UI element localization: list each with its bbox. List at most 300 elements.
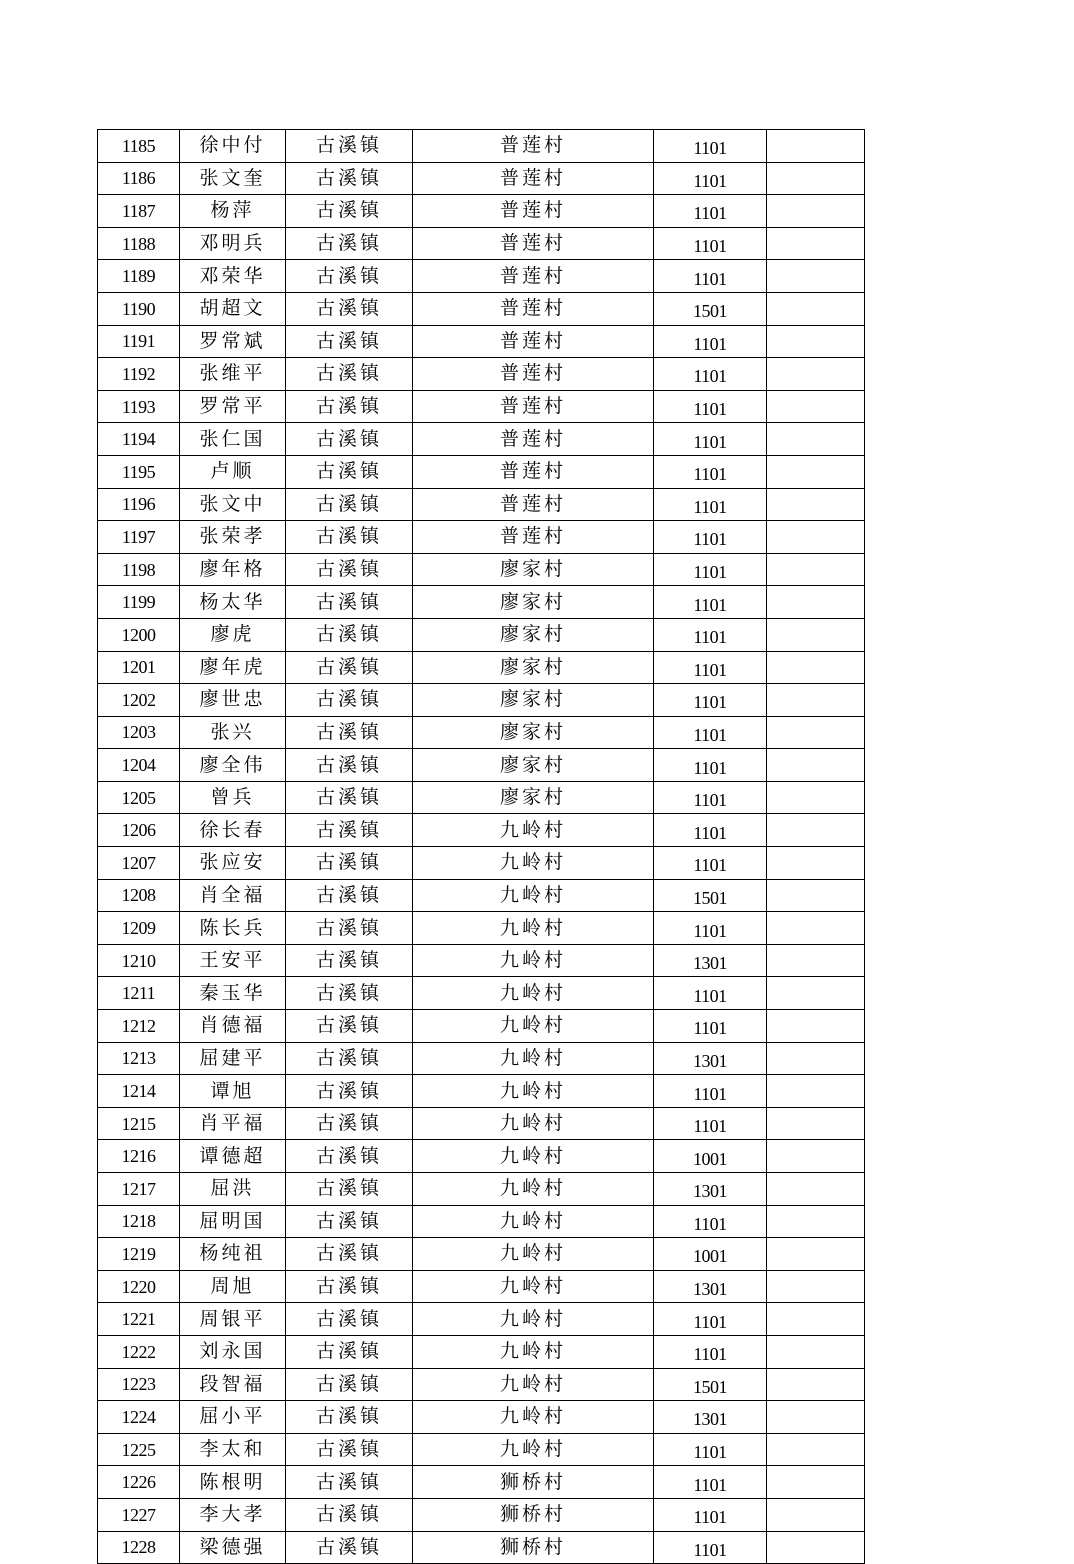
table-row	[98, 879, 865, 912]
note-cell	[767, 716, 865, 749]
name-cell: 刘永国	[180, 1335, 286, 1368]
town-cell: 古溪镇	[286, 977, 413, 1010]
name-cell: 廖全伟	[180, 749, 286, 782]
village-cell: 九岭村	[413, 1401, 654, 1434]
table-row	[98, 1238, 865, 1271]
table-row	[98, 847, 865, 880]
village-cell: 廖家村	[413, 586, 654, 619]
village-cell: 普莲村	[413, 455, 654, 488]
row-number-cell: 1224	[98, 1401, 180, 1434]
town-cell: 古溪镇	[286, 814, 413, 847]
note-cell	[767, 1238, 865, 1271]
note-cell	[767, 1401, 865, 1434]
name-cell: 杨纯祖	[180, 1238, 286, 1271]
table-row	[98, 1498, 865, 1531]
town-cell: 古溪镇	[286, 847, 413, 880]
table-row	[98, 651, 865, 684]
note-cell	[767, 195, 865, 228]
village-cell: 普莲村	[413, 358, 654, 391]
row-number-cell: 1228	[98, 1531, 180, 1564]
table-row	[98, 195, 865, 228]
note-cell	[767, 1270, 865, 1303]
name-cell: 廖世忠	[180, 684, 286, 717]
name-cell: 张荣孝	[180, 521, 286, 554]
village-cell: 普莲村	[413, 130, 654, 163]
name-cell: 廖年虎	[180, 651, 286, 684]
village-cell: 廖家村	[413, 553, 654, 586]
code-cell: 1001	[654, 1140, 767, 1173]
name-cell: 廖年格	[180, 553, 286, 586]
town-cell: 古溪镇	[286, 292, 413, 325]
table-row	[98, 912, 865, 945]
note-cell	[767, 1173, 865, 1206]
table-row	[98, 1140, 865, 1173]
table-row	[98, 618, 865, 651]
village-cell: 廖家村	[413, 781, 654, 814]
note-cell	[767, 944, 865, 977]
village-cell: 九岭村	[413, 1075, 654, 1108]
note-cell	[767, 1107, 865, 1140]
town-cell: 古溪镇	[286, 1368, 413, 1401]
name-cell: 肖全福	[180, 879, 286, 912]
note-cell	[767, 423, 865, 456]
town-cell: 古溪镇	[286, 1498, 413, 1531]
name-cell: 徐长春	[180, 814, 286, 847]
town-cell: 古溪镇	[286, 716, 413, 749]
name-cell: 胡超文	[180, 292, 286, 325]
table-row	[98, 1368, 865, 1401]
note-cell	[767, 814, 865, 847]
village-cell: 九岭村	[413, 1335, 654, 1368]
note-cell	[767, 488, 865, 521]
code-cell: 1301	[654, 1270, 767, 1303]
code-cell: 1001	[654, 1238, 767, 1271]
village-cell: 廖家村	[413, 651, 654, 684]
table-row	[98, 1205, 865, 1238]
code-cell: 1101	[654, 847, 767, 880]
village-cell: 普莲村	[413, 488, 654, 521]
table-row	[98, 1303, 865, 1336]
town-cell: 古溪镇	[286, 1270, 413, 1303]
table-row	[98, 1433, 865, 1466]
note-cell	[767, 1335, 865, 1368]
name-cell: 罗常平	[180, 390, 286, 423]
name-cell: 屈洪	[180, 1173, 286, 1206]
code-cell: 1101	[654, 781, 767, 814]
code-cell: 1101	[654, 618, 767, 651]
name-cell: 杨太华	[180, 586, 286, 619]
name-cell: 曾兵	[180, 781, 286, 814]
table-row	[98, 521, 865, 554]
row-number-cell: 1186	[98, 162, 180, 195]
code-cell: 1501	[654, 292, 767, 325]
village-cell: 九岭村	[413, 1433, 654, 1466]
note-cell	[767, 130, 865, 163]
code-cell: 1101	[654, 1107, 767, 1140]
town-cell: 古溪镇	[286, 1205, 413, 1238]
name-cell: 张文奎	[180, 162, 286, 195]
code-cell: 1101	[654, 1010, 767, 1043]
village-cell: 九岭村	[413, 977, 654, 1010]
row-number-cell: 1212	[98, 1010, 180, 1043]
row-number-cell: 1208	[98, 879, 180, 912]
note-cell	[767, 1140, 865, 1173]
row-number-cell: 1219	[98, 1238, 180, 1271]
name-cell: 周旭	[180, 1270, 286, 1303]
village-cell: 九岭村	[413, 912, 654, 945]
name-cell: 陈长兵	[180, 912, 286, 945]
code-cell: 1101	[654, 1433, 767, 1466]
table-row	[98, 977, 865, 1010]
name-cell: 屈明国	[180, 1205, 286, 1238]
code-cell: 1101	[654, 977, 767, 1010]
row-number-cell: 1214	[98, 1075, 180, 1108]
code-cell: 1101	[654, 195, 767, 228]
note-cell	[767, 684, 865, 717]
note-cell	[767, 1042, 865, 1075]
code-cell: 1301	[654, 1042, 767, 1075]
name-cell: 王安平	[180, 944, 286, 977]
note-cell	[767, 651, 865, 684]
code-cell: 1101	[654, 1205, 767, 1238]
village-cell: 九岭村	[413, 1238, 654, 1271]
code-cell: 1101	[654, 455, 767, 488]
town-cell: 古溪镇	[286, 1042, 413, 1075]
town-cell: 古溪镇	[286, 358, 413, 391]
row-number-cell: 1193	[98, 390, 180, 423]
village-cell: 九岭村	[413, 944, 654, 977]
note-cell	[767, 1368, 865, 1401]
name-cell: 张兴	[180, 716, 286, 749]
row-number-cell: 1192	[98, 358, 180, 391]
village-cell: 九岭村	[413, 814, 654, 847]
row-number-cell: 1200	[98, 618, 180, 651]
name-cell: 李太和	[180, 1433, 286, 1466]
note-cell	[767, 1466, 865, 1499]
note-cell	[767, 1205, 865, 1238]
code-cell: 1301	[654, 1401, 767, 1434]
town-cell: 古溪镇	[286, 521, 413, 554]
town-cell: 古溪镇	[286, 195, 413, 228]
name-cell: 张应安	[180, 847, 286, 880]
note-cell	[767, 977, 865, 1010]
row-number-cell: 1205	[98, 781, 180, 814]
code-cell: 1101	[654, 1498, 767, 1531]
village-cell: 普莲村	[413, 162, 654, 195]
code-cell: 1101	[654, 521, 767, 554]
note-cell	[767, 749, 865, 782]
name-cell: 张文中	[180, 488, 286, 521]
name-cell: 陈根明	[180, 1466, 286, 1499]
table-row	[98, 292, 865, 325]
note-cell	[767, 455, 865, 488]
note-cell	[767, 1433, 865, 1466]
name-cell: 邓明兵	[180, 227, 286, 260]
row-number-cell: 1220	[98, 1270, 180, 1303]
name-cell: 段智福	[180, 1368, 286, 1401]
note-cell	[767, 292, 865, 325]
row-number-cell: 1195	[98, 455, 180, 488]
name-cell: 徐中付	[180, 130, 286, 163]
village-cell: 廖家村	[413, 684, 654, 717]
name-cell: 罗常斌	[180, 325, 286, 358]
town-cell: 古溪镇	[286, 162, 413, 195]
table-row	[98, 423, 865, 456]
code-cell: 1101	[654, 130, 767, 163]
note-cell	[767, 162, 865, 195]
name-cell: 梁德强	[180, 1531, 286, 1564]
note-cell	[767, 227, 865, 260]
row-number-cell: 1222	[98, 1335, 180, 1368]
note-cell	[767, 390, 865, 423]
code-cell: 1101	[654, 1466, 767, 1499]
town-cell: 古溪镇	[286, 651, 413, 684]
code-cell: 1101	[654, 325, 767, 358]
village-cell: 狮桥村	[413, 1466, 654, 1499]
note-cell	[767, 1498, 865, 1531]
row-number-cell: 1221	[98, 1303, 180, 1336]
town-cell: 古溪镇	[286, 1107, 413, 1140]
table-row	[98, 162, 865, 195]
code-cell: 1101	[654, 651, 767, 684]
village-cell: 狮桥村	[413, 1498, 654, 1531]
code-cell: 1101	[654, 488, 767, 521]
name-cell: 张仁国	[180, 423, 286, 456]
code-cell: 1101	[654, 1303, 767, 1336]
table-row	[98, 1010, 865, 1043]
roster-table	[97, 129, 865, 1564]
town-cell: 古溪镇	[286, 912, 413, 945]
name-cell: 卢顺	[180, 455, 286, 488]
code-cell: 1501	[654, 1368, 767, 1401]
table-row	[98, 781, 865, 814]
town-cell: 古溪镇	[286, 586, 413, 619]
row-number-cell: 1201	[98, 651, 180, 684]
code-cell: 1101	[654, 586, 767, 619]
table-row	[98, 553, 865, 586]
note-cell	[767, 325, 865, 358]
table-row	[98, 488, 865, 521]
village-cell: 狮桥村	[413, 1531, 654, 1564]
town-cell: 古溪镇	[286, 1531, 413, 1564]
table-row	[98, 1075, 865, 1108]
village-cell: 九岭村	[413, 1173, 654, 1206]
table-row	[98, 1335, 865, 1368]
town-cell: 古溪镇	[286, 618, 413, 651]
town-cell: 古溪镇	[286, 260, 413, 293]
town-cell: 古溪镇	[286, 1238, 413, 1271]
table-row	[98, 325, 865, 358]
note-cell	[767, 553, 865, 586]
village-cell: 廖家村	[413, 749, 654, 782]
village-cell: 普莲村	[413, 423, 654, 456]
town-cell: 古溪镇	[286, 944, 413, 977]
row-number-cell: 1207	[98, 847, 180, 880]
village-cell: 九岭村	[413, 1107, 654, 1140]
code-cell: 1101	[654, 814, 767, 847]
name-cell: 屈建平	[180, 1042, 286, 1075]
town-cell: 古溪镇	[286, 1466, 413, 1499]
town-cell: 古溪镇	[286, 130, 413, 163]
village-cell: 九岭村	[413, 1303, 654, 1336]
code-cell: 1101	[654, 912, 767, 945]
row-number-cell: 1215	[98, 1107, 180, 1140]
name-cell: 肖德福	[180, 1010, 286, 1043]
name-cell: 周银平	[180, 1303, 286, 1336]
town-cell: 古溪镇	[286, 488, 413, 521]
row-number-cell: 1217	[98, 1173, 180, 1206]
name-cell: 杨萍	[180, 195, 286, 228]
name-cell: 李大孝	[180, 1498, 286, 1531]
row-number-cell: 1204	[98, 749, 180, 782]
row-number-cell: 1187	[98, 195, 180, 228]
table-row	[98, 1270, 865, 1303]
village-cell: 九岭村	[413, 1140, 654, 1173]
roster-body	[98, 130, 865, 1564]
code-cell: 1301	[654, 1173, 767, 1206]
row-number-cell: 1209	[98, 912, 180, 945]
table-row	[98, 1042, 865, 1075]
row-number-cell: 1206	[98, 814, 180, 847]
table-row	[98, 130, 865, 163]
code-cell: 1101	[654, 227, 767, 260]
row-number-cell: 1198	[98, 553, 180, 586]
code-cell: 1101	[654, 684, 767, 717]
town-cell: 古溪镇	[286, 1075, 413, 1108]
town-cell: 古溪镇	[286, 553, 413, 586]
row-number-cell: 1226	[98, 1466, 180, 1499]
village-cell: 九岭村	[413, 847, 654, 880]
note-cell	[767, 781, 865, 814]
town-cell: 古溪镇	[286, 1303, 413, 1336]
name-cell: 屈小平	[180, 1401, 286, 1434]
note-cell	[767, 1010, 865, 1043]
note-cell	[767, 847, 865, 880]
code-cell: 1101	[654, 423, 767, 456]
note-cell	[767, 1531, 865, 1564]
note-cell	[767, 879, 865, 912]
name-cell: 邓荣华	[180, 260, 286, 293]
table-row	[98, 586, 865, 619]
town-cell: 古溪镇	[286, 1010, 413, 1043]
row-number-cell: 1197	[98, 521, 180, 554]
name-cell: 秦玉华	[180, 977, 286, 1010]
row-number-cell: 1199	[98, 586, 180, 619]
town-cell: 古溪镇	[286, 1173, 413, 1206]
village-cell: 普莲村	[413, 390, 654, 423]
village-cell: 九岭村	[413, 1010, 654, 1043]
row-number-cell: 1218	[98, 1205, 180, 1238]
town-cell: 古溪镇	[286, 1140, 413, 1173]
town-cell: 古溪镇	[286, 781, 413, 814]
table-row	[98, 814, 865, 847]
town-cell: 古溪镇	[286, 879, 413, 912]
table-row	[98, 455, 865, 488]
village-cell: 普莲村	[413, 325, 654, 358]
town-cell: 古溪镇	[286, 1335, 413, 1368]
table-row	[98, 1531, 865, 1564]
row-number-cell: 1225	[98, 1433, 180, 1466]
table-row	[98, 358, 865, 391]
row-number-cell: 1194	[98, 423, 180, 456]
town-cell: 古溪镇	[286, 749, 413, 782]
code-cell: 1101	[654, 553, 767, 586]
village-cell: 九岭村	[413, 1205, 654, 1238]
table-row	[98, 716, 865, 749]
town-cell: 古溪镇	[286, 325, 413, 358]
village-cell: 普莲村	[413, 195, 654, 228]
town-cell: 古溪镇	[286, 390, 413, 423]
code-cell: 1101	[654, 749, 767, 782]
village-cell: 九岭村	[413, 879, 654, 912]
row-number-cell: 1216	[98, 1140, 180, 1173]
village-cell: 普莲村	[413, 227, 654, 260]
row-number-cell: 1227	[98, 1498, 180, 1531]
note-cell	[767, 358, 865, 391]
row-number-cell: 1203	[98, 716, 180, 749]
village-cell: 廖家村	[413, 716, 654, 749]
code-cell: 1301	[654, 944, 767, 977]
village-cell: 九岭村	[413, 1042, 654, 1075]
note-cell	[767, 521, 865, 554]
code-cell: 1501	[654, 879, 767, 912]
name-cell: 廖虎	[180, 618, 286, 651]
table-row	[98, 1466, 865, 1499]
code-cell: 1101	[654, 260, 767, 293]
table-row	[98, 227, 865, 260]
table-row	[98, 1107, 865, 1140]
row-number-cell: 1210	[98, 944, 180, 977]
town-cell: 古溪镇	[286, 423, 413, 456]
note-cell	[767, 1303, 865, 1336]
note-cell	[767, 1075, 865, 1108]
table-row	[98, 684, 865, 717]
note-cell	[767, 586, 865, 619]
village-cell: 廖家村	[413, 618, 654, 651]
table-row	[98, 944, 865, 977]
town-cell: 古溪镇	[286, 684, 413, 717]
table-row	[98, 390, 865, 423]
code-cell: 1101	[654, 390, 767, 423]
row-number-cell: 1211	[98, 977, 180, 1010]
village-cell: 九岭村	[413, 1270, 654, 1303]
village-cell: 九岭村	[413, 1368, 654, 1401]
row-number-cell: 1196	[98, 488, 180, 521]
name-cell: 谭德超	[180, 1140, 286, 1173]
row-number-cell: 1189	[98, 260, 180, 293]
row-number-cell: 1191	[98, 325, 180, 358]
village-cell: 普莲村	[413, 521, 654, 554]
note-cell	[767, 618, 865, 651]
code-cell: 1101	[654, 162, 767, 195]
name-cell: 张维平	[180, 358, 286, 391]
table-row	[98, 260, 865, 293]
row-number-cell: 1202	[98, 684, 180, 717]
row-number-cell: 1223	[98, 1368, 180, 1401]
table-row	[98, 749, 865, 782]
name-cell: 肖平福	[180, 1107, 286, 1140]
table-row	[98, 1401, 865, 1434]
code-cell: 1101	[654, 1075, 767, 1108]
row-number-cell: 1188	[98, 227, 180, 260]
code-cell: 1101	[654, 1531, 767, 1564]
code-cell: 1101	[654, 358, 767, 391]
town-cell: 古溪镇	[286, 1433, 413, 1466]
town-cell: 古溪镇	[286, 1401, 413, 1434]
town-cell: 古溪镇	[286, 455, 413, 488]
note-cell	[767, 912, 865, 945]
table-row	[98, 1173, 865, 1206]
